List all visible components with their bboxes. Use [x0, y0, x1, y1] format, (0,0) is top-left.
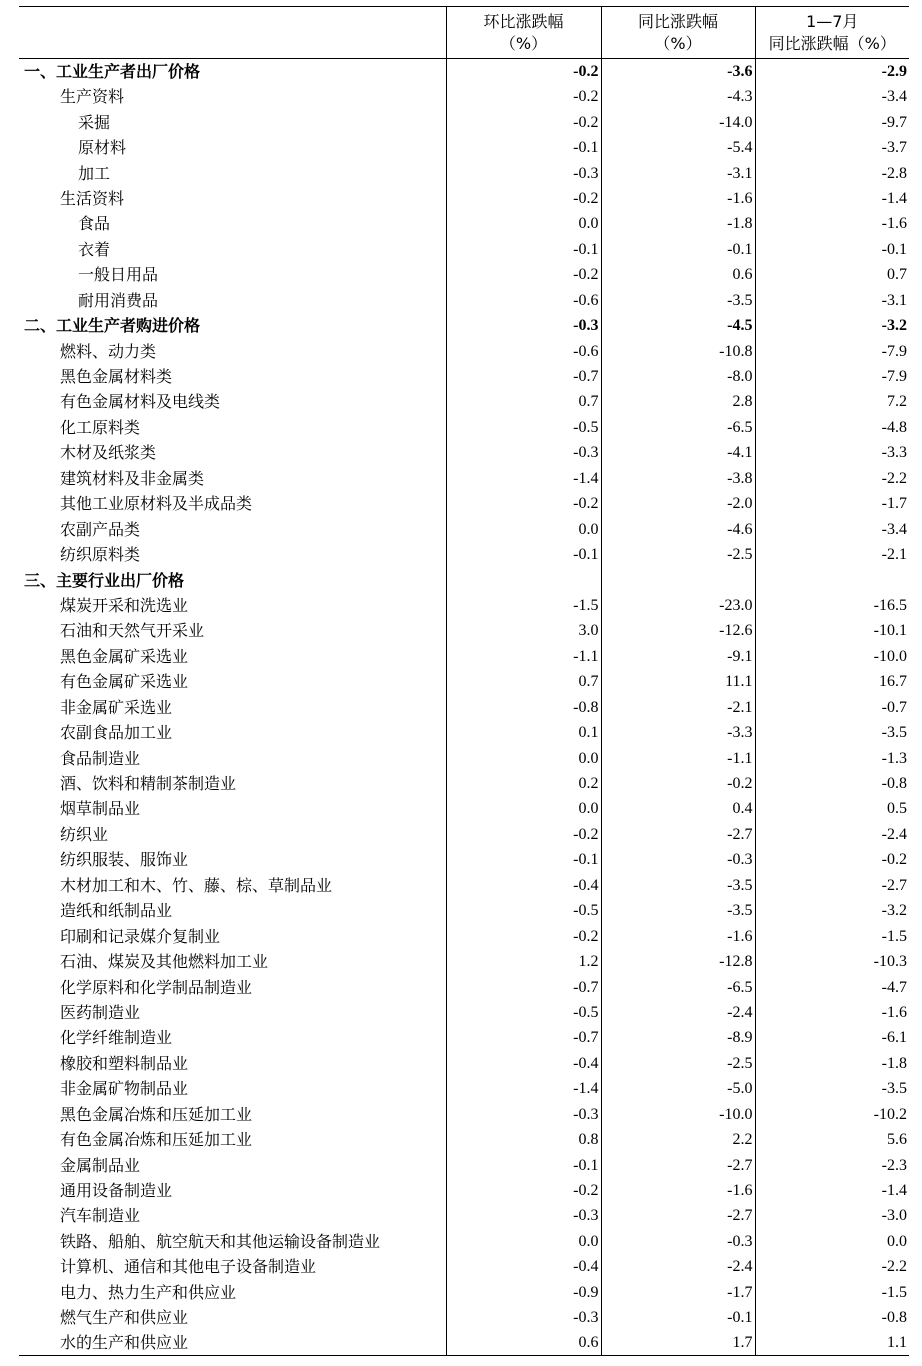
table-row — [19, 1305, 909, 1330]
ytd-change-value — [755, 567, 909, 592]
yoy-change-value: -2.4 — [601, 1254, 755, 1279]
yoy-change-value: -5.4 — [601, 135, 755, 160]
yoy-change-value: -2.7 — [601, 822, 755, 847]
row-category-label: 纺织服装、服饰业 — [60, 850, 189, 870]
mom-change-value: -0.4 — [446, 1254, 601, 1279]
mom-change-value: -0.2 — [446, 822, 601, 847]
table-row — [19, 974, 909, 999]
table-row — [19, 796, 909, 821]
mom-change-value: 0.0 — [446, 745, 601, 770]
yoy-change-value: -1.8 — [601, 211, 755, 236]
yoy-change-value: -8.9 — [601, 1025, 755, 1050]
row-category-label: 黑色金属矿采选业 — [60, 646, 189, 666]
ytd-change-value: -1.6 — [755, 211, 909, 236]
row-category-label: 纺织原料类 — [60, 545, 141, 565]
table-row — [19, 695, 909, 720]
section-row — [19, 313, 909, 338]
row-category-label: 有色金属材料及电线类 — [60, 392, 221, 412]
ytd-change-value: -3.5 — [755, 720, 909, 745]
yoy-change-value: -3.8 — [601, 466, 755, 491]
ytd-change-value: -6.1 — [755, 1025, 909, 1050]
row-category-label: 黑色金属冶炼和压延加工业 — [60, 1104, 253, 1124]
ytd-change-value: -2.9 — [755, 59, 909, 85]
row-category-label: 有色金属冶炼和压延加工业 — [60, 1130, 253, 1150]
price-index-table — [19, 6, 909, 1356]
yoy-change-value: -1.6 — [601, 923, 755, 948]
table-row — [19, 338, 909, 363]
ytd-change-value: -9.7 — [755, 109, 909, 134]
table-row — [19, 466, 909, 491]
table-row — [19, 84, 909, 109]
section-row — [19, 567, 909, 592]
row-category-label: 生产资料 — [60, 87, 125, 107]
table-row — [19, 440, 909, 465]
mom-change-value: 3.0 — [446, 618, 601, 643]
row-category-label: 纺织业 — [60, 824, 109, 844]
yoy-change-value: -2.4 — [601, 1000, 755, 1025]
mom-change-value: 0.0 — [446, 1229, 601, 1254]
ytd-change-value: -0.2 — [755, 847, 909, 872]
mom-change-value: 0.7 — [446, 669, 601, 694]
mom-change-value: -0.3 — [446, 440, 601, 465]
yoy-change-value: -3.5 — [601, 288, 755, 313]
table-row — [19, 822, 909, 847]
table-row — [19, 135, 909, 160]
ytd-change-value: -2.3 — [755, 1152, 909, 1177]
mom-change-value: -0.5 — [446, 1000, 601, 1025]
mom-change-value: 0.8 — [446, 1127, 601, 1152]
row-category-label: 采掘 — [78, 112, 111, 132]
table-row — [19, 1203, 909, 1228]
row-category-label: 二、工业生产者购进价格 — [24, 316, 201, 336]
yoy-change-value: -0.2 — [601, 771, 755, 796]
mom-change-value: -0.1 — [446, 237, 601, 262]
table-row — [19, 898, 909, 923]
table-row — [19, 745, 909, 770]
ytd-change-value: -0.7 — [755, 695, 909, 720]
row-category-label: 木材及纸浆类 — [60, 443, 157, 463]
header-yoy-change — [601, 7, 755, 59]
row-category-label: 三、主要行业出厂价格 — [24, 570, 185, 590]
yoy-change-value: -2.0 — [601, 491, 755, 516]
yoy-change-value: -14.0 — [601, 109, 755, 134]
ytd-change-value: -1.6 — [755, 1000, 909, 1025]
ytd-change-value: -1.7 — [755, 491, 909, 516]
mom-change-value: -1.4 — [446, 466, 601, 491]
row-category-label: 衣着 — [78, 239, 111, 259]
row-category-label: 印刷和记录媒介复制业 — [60, 926, 221, 946]
ytd-change-value: -3.7 — [755, 135, 909, 160]
row-category-label: 通用设备制造业 — [60, 1181, 173, 1201]
ytd-change-value: -0.8 — [755, 1305, 909, 1330]
row-category-label: 化学原料和化学制品制造业 — [60, 977, 253, 997]
row-category-label: 烟草制品业 — [60, 799, 141, 819]
row-category-label: 水的生产和供应业 — [19, 1330, 446, 1356]
yoy-change-value: -1.7 — [601, 1280, 755, 1305]
yoy-change-value: 2.8 — [601, 389, 755, 414]
table-row — [19, 415, 909, 440]
yoy-change-value: -0.3 — [601, 847, 755, 872]
table-row — [19, 669, 909, 694]
mom-change-value: -0.7 — [446, 1025, 601, 1050]
section-row — [19, 59, 909, 85]
header-ytd-title: 同比涨跌幅（%） — [768, 33, 896, 53]
mom-change-value: -0.1 — [446, 135, 601, 160]
mom-change-value: -0.7 — [446, 364, 601, 389]
header-yoy-title: 同比涨跌幅 — [637, 11, 718, 31]
row-category-label: 汽车制造业 — [60, 1206, 141, 1226]
ytd-change-value: 5.6 — [755, 1127, 909, 1152]
yoy-change-value: -6.5 — [601, 415, 755, 440]
table-row — [19, 1076, 909, 1101]
ytd-change-value: -3.3 — [755, 440, 909, 465]
table-row — [19, 618, 909, 643]
mom-change-value: -0.6 — [446, 338, 601, 363]
yoy-change-value: 1.7 — [601, 1330, 755, 1356]
ytd-change-value: -7.9 — [755, 364, 909, 389]
mom-change-value: -0.6 — [446, 288, 601, 313]
row-category-label: 化学纤维制造业 — [60, 1028, 173, 1048]
ytd-change-value: -1.4 — [755, 186, 909, 211]
yoy-change-value: 0.6 — [601, 262, 755, 287]
ytd-change-value: 0.0 — [755, 1229, 909, 1254]
yoy-change-value: -1.6 — [601, 186, 755, 211]
mom-change-value: -1.4 — [446, 1076, 601, 1101]
yoy-change-value: -1.6 — [601, 1178, 755, 1203]
mom-change-value: 0.0 — [446, 211, 601, 236]
header-mom-unit: （%） — [499, 33, 548, 53]
table-row — [19, 516, 909, 541]
header-mom-title: 环比涨跌幅 — [483, 11, 564, 31]
mom-change-value: -0.9 — [446, 1280, 601, 1305]
yoy-change-value: -2.7 — [601, 1152, 755, 1177]
mom-change-value: -0.3 — [446, 313, 601, 338]
mom-change-value: 0.0 — [446, 796, 601, 821]
ytd-change-value: 1.1 — [755, 1330, 909, 1356]
yoy-change-value: -2.1 — [601, 695, 755, 720]
ytd-change-value: 16.7 — [755, 669, 909, 694]
ytd-change-value: 0.5 — [755, 796, 909, 821]
table-row — [19, 1280, 909, 1305]
table-row — [19, 720, 909, 745]
mom-change-value: -0.2 — [446, 84, 601, 109]
table-row — [19, 186, 909, 211]
ytd-change-value: -10.1 — [755, 618, 909, 643]
mom-change-value: -0.2 — [446, 491, 601, 516]
table-row — [19, 949, 909, 974]
table-row — [19, 923, 909, 948]
row-category-label: 食品 — [78, 214, 111, 234]
row-category-label: 医药制造业 — [60, 1002, 141, 1022]
yoy-change-value: -10.8 — [601, 338, 755, 363]
mom-change-value: -0.4 — [446, 1051, 601, 1076]
row-category-label: 农副食品加工业 — [60, 723, 173, 743]
row-category-label: 木材加工和木、竹、藤、棕、草制品业 — [60, 875, 333, 895]
mom-change-value: -0.4 — [446, 873, 601, 898]
row-category-label: 煤炭开采和洗选业 — [60, 595, 189, 615]
row-category-label: 电力、热力生产和供应业 — [60, 1282, 237, 1302]
row-category-label: 黑色金属材料类 — [60, 367, 173, 387]
table-row — [19, 262, 909, 287]
ytd-change-value: -1.8 — [755, 1051, 909, 1076]
ytd-change-value: -2.2 — [755, 1254, 909, 1279]
yoy-change-value — [601, 567, 755, 592]
ytd-change-value: -10.3 — [755, 949, 909, 974]
yoy-change-value: -5.0 — [601, 1076, 755, 1101]
table-row — [19, 771, 909, 796]
yoy-change-value: -3.5 — [601, 873, 755, 898]
table-row — [19, 288, 909, 313]
mom-change-value: -0.5 — [446, 898, 601, 923]
yoy-change-value: -3.3 — [601, 720, 755, 745]
ytd-change-value: -4.7 — [755, 974, 909, 999]
ytd-change-value: -0.1 — [755, 237, 909, 262]
row-category-label: 石油和天然气开采业 — [60, 621, 205, 641]
mom-change-value: -0.2 — [446, 59, 601, 85]
yoy-change-value: -3.6 — [601, 59, 755, 85]
yoy-change-value: -6.5 — [601, 974, 755, 999]
yoy-change-value: -3.5 — [601, 898, 755, 923]
row-category-label: 造纸和纸制品业 — [60, 901, 173, 921]
header-category — [19, 7, 446, 59]
row-category-label: 橡胶和塑料制品业 — [60, 1053, 189, 1073]
mom-change-value: 0.0 — [446, 516, 601, 541]
ytd-change-value: -3.5 — [755, 1076, 909, 1101]
table-row — [19, 160, 909, 185]
yoy-change-value: -4.1 — [601, 440, 755, 465]
row-category-label: 耐用消费品 — [78, 290, 159, 310]
ytd-change-value: -2.2 — [755, 466, 909, 491]
table-row — [19, 1254, 909, 1279]
table-row — [19, 847, 909, 872]
table-row — [19, 109, 909, 134]
table-body — [19, 59, 909, 1356]
table-row — [19, 1102, 909, 1127]
row-category-label: 农副产品类 — [60, 519, 141, 539]
header-yoy-unit: （%） — [654, 33, 702, 53]
ytd-change-value: -3.0 — [755, 1203, 909, 1228]
row-category-label: 石油、煤炭及其他燃料加工业 — [60, 952, 269, 972]
yoy-change-value: -23.0 — [601, 593, 755, 618]
mom-change-value: -0.1 — [446, 542, 601, 567]
mom-change-value: -1.1 — [446, 644, 601, 669]
yoy-change-value: -8.0 — [601, 364, 755, 389]
yoy-change-value: -1.1 — [601, 745, 755, 770]
table-row — [19, 542, 909, 567]
mom-change-value: -0.3 — [446, 1102, 601, 1127]
ytd-change-value: -1.3 — [755, 745, 909, 770]
ytd-change-value: -1.5 — [755, 923, 909, 948]
mom-change-value: 1.2 — [446, 949, 601, 974]
mom-change-value — [446, 567, 601, 592]
header-ytd-period: 1—7月 — [806, 11, 859, 31]
row-category-label: 一般日用品 — [78, 265, 159, 285]
table-row — [19, 873, 909, 898]
yoy-change-value: -0.1 — [601, 1305, 755, 1330]
table-row — [19, 593, 909, 618]
table-row — [19, 1229, 909, 1254]
yoy-change-value: -12.6 — [601, 618, 755, 643]
table-row — [19, 1051, 909, 1076]
ytd-change-value: -7.9 — [755, 338, 909, 363]
ytd-change-value: -3.2 — [755, 898, 909, 923]
table-row — [19, 1178, 909, 1203]
ytd-change-value: -3.1 — [755, 288, 909, 313]
ytd-change-value: -1.4 — [755, 1178, 909, 1203]
mom-change-value: 0.2 — [446, 771, 601, 796]
mom-change-value: 0.1 — [446, 720, 601, 745]
row-category-label: 金属制品业 — [60, 1155, 141, 1175]
yoy-change-value: 0.4 — [601, 796, 755, 821]
row-category-label: 非金属矿采选业 — [60, 697, 173, 717]
row-category-label: 燃气生产和供应业 — [60, 1308, 189, 1328]
yoy-change-value: -4.5 — [601, 313, 755, 338]
ytd-change-value: -2.4 — [755, 822, 909, 847]
mom-change-value: -0.3 — [446, 1305, 601, 1330]
row-category-label: 加工 — [78, 163, 111, 183]
ytd-change-value: -4.8 — [755, 415, 909, 440]
table-row — [19, 1152, 909, 1177]
ytd-change-value: -1.5 — [755, 1280, 909, 1305]
yoy-change-value: 11.1 — [601, 669, 755, 694]
row-category-label: 一、工业生产者出厂价格 — [24, 62, 201, 81]
yoy-change-value: -2.7 — [601, 1203, 755, 1228]
yoy-change-value: -4.3 — [601, 84, 755, 109]
mom-change-value: -0.8 — [446, 695, 601, 720]
mom-change-value: 0.6 — [446, 1330, 601, 1356]
row-category-label: 非金属矿物制品业 — [60, 1079, 189, 1099]
mom-change-value: -0.3 — [446, 160, 601, 185]
table-header-row — [19, 7, 909, 59]
ytd-change-value: -2.8 — [755, 160, 909, 185]
row-category-label: 化工原料类 — [60, 417, 141, 437]
ytd-change-value: -0.8 — [755, 771, 909, 796]
ytd-change-value: 0.7 — [755, 262, 909, 287]
ytd-change-value: 7.2 — [755, 389, 909, 414]
yoy-change-value: -2.5 — [601, 542, 755, 567]
table-row — [19, 644, 909, 669]
yoy-change-value: -2.5 — [601, 1051, 755, 1076]
table-row — [19, 389, 909, 414]
mom-change-value: -0.5 — [446, 415, 601, 440]
table-row — [19, 211, 909, 236]
mom-change-value: -0.1 — [446, 1152, 601, 1177]
row-category-label: 建筑材料及非金属类 — [60, 468, 205, 488]
mom-change-value: -0.3 — [446, 1203, 601, 1228]
ytd-change-value: -2.7 — [755, 873, 909, 898]
ytd-change-value: -10.2 — [755, 1102, 909, 1127]
yoy-change-value: -9.1 — [601, 644, 755, 669]
table-row — [19, 237, 909, 262]
table-row — [19, 1025, 909, 1050]
ytd-change-value: -3.4 — [755, 84, 909, 109]
row-category-label: 酒、饮料和精制茶制造业 — [60, 774, 237, 794]
mom-change-value: -1.5 — [446, 593, 601, 618]
table-row — [19, 1000, 909, 1025]
yoy-change-value: -4.6 — [601, 516, 755, 541]
table-row — [19, 491, 909, 516]
mom-change-value: -0.2 — [446, 262, 601, 287]
row-category-label: 计算机、通信和其他电子设备制造业 — [60, 1257, 317, 1277]
yoy-change-value: -3.1 — [601, 160, 755, 185]
row-category-label: 燃料、动力类 — [60, 341, 157, 361]
row-category-label: 其他工业原材料及半成品类 — [60, 494, 253, 514]
ytd-change-value: -16.5 — [755, 593, 909, 618]
row-category-label: 生活资料 — [60, 188, 125, 208]
mom-change-value: -0.2 — [446, 186, 601, 211]
header-mom-change — [446, 7, 601, 59]
ytd-change-value: -10.0 — [755, 644, 909, 669]
ytd-change-value: -3.4 — [755, 516, 909, 541]
yoy-change-value: -12.8 — [601, 949, 755, 974]
mom-change-value: -0.2 — [446, 1178, 601, 1203]
row-category-label: 原材料 — [78, 138, 127, 158]
ytd-change-value: -2.1 — [755, 542, 909, 567]
mom-change-value: -0.1 — [446, 847, 601, 872]
table-row — [19, 1127, 909, 1152]
yoy-change-value: 2.2 — [601, 1127, 755, 1152]
mom-change-value: -0.2 — [446, 109, 601, 134]
ytd-change-value: -3.2 — [755, 313, 909, 338]
yoy-change-value: -10.0 — [601, 1102, 755, 1127]
mom-change-value: -0.7 — [446, 974, 601, 999]
yoy-change-value: -0.1 — [601, 237, 755, 262]
table-row — [19, 1330, 909, 1356]
mom-change-value: -0.2 — [446, 923, 601, 948]
table-row — [19, 364, 909, 389]
header-ytd-change — [755, 7, 909, 59]
row-category-label: 铁路、船舶、航空航天和其他运输设备制造业 — [60, 1231, 381, 1251]
mom-change-value: 0.7 — [446, 389, 601, 414]
row-category-label: 食品制造业 — [60, 748, 141, 768]
yoy-change-value: -0.3 — [601, 1229, 755, 1254]
row-category-label: 有色金属矿采选业 — [60, 672, 189, 692]
